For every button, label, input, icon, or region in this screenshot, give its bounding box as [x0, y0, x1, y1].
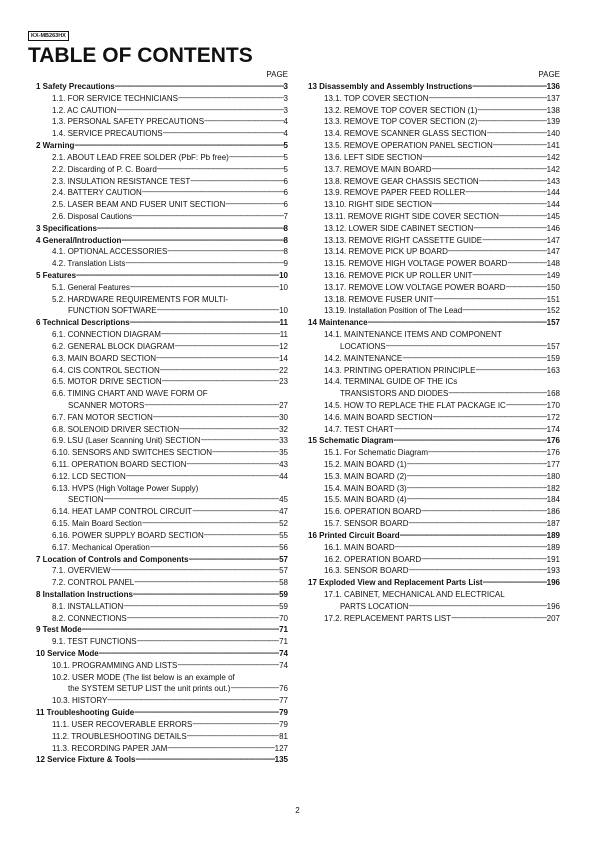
toc-entry-title: 2.6. Disposal Cautions — [52, 211, 133, 221]
toc-entry-page: 174 — [546, 424, 560, 434]
toc-entry-title: 13.18. REMOVE FUSER UNIT — [324, 294, 434, 304]
toc-entry-title: 13.6. LEFT SIDE SECTION — [324, 152, 423, 162]
toc-entry-page: 172 — [546, 412, 560, 422]
toc-entry-page: 44 — [279, 471, 288, 481]
toc-entry-title: 11.3. RECORDING PAPER JAM — [52, 743, 168, 753]
toc-entry-title: 12 Service Fixture & Tools — [36, 755, 136, 765]
toc-entry-title: 6.12. LCD SECTION — [52, 471, 126, 481]
toc-entry-page: 189 — [546, 542, 560, 552]
toc-entry[interactable] — [30, 471, 288, 483]
toc-right-column — [302, 69, 560, 624]
toc-entry-page: 35 — [279, 448, 288, 458]
toc-entry-page: 170 — [546, 400, 560, 410]
toc-entry-title: 2.5. LASER BEAM AND FUSER UNIT SECTION — [52, 200, 226, 210]
toc-entry-page: 147 — [546, 235, 560, 245]
toc-entry-title: 15.5. MAIN BOARD (4) — [324, 495, 407, 505]
toc-entry-title: 3 Specifications — [36, 223, 97, 233]
toc-entry-title: 14.5. HOW TO REPLACE THE FLAT PACKAGE IC — [324, 400, 506, 410]
toc-entries — [30, 81, 288, 766]
toc-entry-title: 6.15. Main Board Section — [52, 519, 142, 529]
toc-entry-page: 59 — [279, 601, 288, 611]
toc-entry-title: 7 Location of Controls and Components — [36, 554, 189, 564]
toc-entry-page: 55 — [279, 530, 288, 540]
toc-leader-dots — [475, 364, 546, 377]
toc-entry-page: 186 — [546, 507, 560, 517]
toc-entry-title: 8 Installation Instructions — [36, 589, 133, 599]
toc-entry-title: 15.6. OPERATION BOARD — [324, 507, 422, 517]
toc-entry-page: 144 — [546, 188, 560, 198]
toc-entry[interactable] — [30, 754, 288, 766]
toc-entry-page: 59 — [279, 589, 288, 599]
toc-entry-page: 152 — [546, 306, 560, 316]
toc-entry-page: 196 — [546, 601, 560, 611]
toc-entry-page: 4 — [283, 129, 288, 139]
toc-entry-title: 13.3. REMOVE TOP COVER SECTION (2) — [324, 117, 478, 127]
toc-entry-title: 2.3. INSULATION RESISTANCE TEST — [52, 176, 191, 186]
toc-entry-title: SCANNER MOTORS — [68, 400, 145, 410]
toc-entry-page: 135 — [274, 755, 288, 765]
toc-entry-page: 57 — [279, 554, 288, 564]
toc-entry-page: 11 — [279, 318, 288, 328]
toc-left-column — [30, 69, 288, 766]
toc-entry-title: 10.1. PROGRAMMING AND LISTS — [52, 660, 178, 670]
toc-entry-title: 5.1. General Features — [52, 282, 130, 292]
toc-entry-title: 15.7. SENSOR BOARD — [324, 519, 409, 529]
toc-entry-title: 6.4. CIS CONTROL SECTION — [52, 365, 160, 375]
toc-entry-page: 207 — [546, 613, 560, 623]
toc-entry-title: 13.10. RIGHT SIDE SECTION — [324, 200, 432, 210]
toc-entry-page: 33 — [279, 436, 288, 446]
toc-entry-page: 159 — [546, 353, 560, 363]
toc-entry-title: 10 Service Mode — [36, 649, 99, 658]
toc-entry-page: 71 — [279, 637, 288, 647]
toc-entry-page: 10 — [279, 306, 288, 316]
toc-entry-page: 141 — [546, 141, 560, 151]
toc-entry-title: 6.1. CONNECTION DIAGRAM — [52, 330, 161, 340]
toc-entry-page: 157 — [546, 341, 560, 351]
toc-entry-title: 14.2. MAINTENANCE — [324, 353, 403, 363]
toc-entry-page: 7 — [283, 211, 288, 221]
toc-entry-title: 13.15. REMOVE HIGH VOLTAGE POWER BOARD — [324, 259, 508, 269]
toc-entry-page: 3 — [283, 105, 288, 115]
toc-leader-dots — [126, 470, 279, 483]
toc-entry-title: SECTION — [68, 495, 104, 505]
toc-entry-page: 56 — [279, 542, 288, 552]
toc-entry-title: 13.1. TOP COVER SECTION — [324, 93, 429, 103]
toc-entry-page: 142 — [546, 152, 560, 162]
toc-entry-page: 143 — [546, 176, 560, 186]
toc-entry-page: 5 — [283, 152, 288, 162]
toc-entry-page: 43 — [279, 460, 288, 469]
toc-entry-page: 52 — [279, 519, 288, 529]
toc-entry-page: 79 — [279, 719, 288, 729]
toc-entry-page: 5 — [283, 164, 288, 174]
toc-entry-title: 1.1. FOR SERVICE TECHNICIANS — [52, 93, 178, 103]
toc-entry-title: 8.1. INSTALLATION — [52, 601, 124, 611]
page-column-header: PAGE — [538, 70, 560, 79]
toc-entry-title: 15.1. For Schematic Diagram — [324, 448, 429, 458]
toc-entry-title: 13.13. REMOVE RIGHT CASSETTE GUIDE — [324, 235, 483, 245]
toc-entry-page: 191 — [546, 554, 560, 564]
toc-entry-title: 7.2. CONTROL PANEL — [52, 578, 135, 588]
toc-entry-title: 14 Maintenance — [308, 318, 368, 328]
toc-entry-title: 13.8. REMOVE GEAR CHASSIS SECTION — [324, 176, 479, 186]
toc-entry-page: 23 — [279, 377, 288, 387]
toc-entry[interactable] — [302, 365, 560, 377]
toc-entry-title: 13.14. REMOVE PICK UP BOARD — [324, 247, 448, 257]
toc-entry-title: 14.6. MAIN BOARD SECTION — [324, 412, 433, 422]
toc-entry-page: 182 — [546, 483, 560, 493]
toc-entry-page: 136 — [546, 82, 560, 91]
toc-entry-page: 163 — [546, 365, 560, 375]
toc-entry-title: 17 Exploded View and Replacement Parts List — [308, 578, 483, 588]
model-number-tag: KX-MB263HX — [28, 31, 69, 41]
toc-entry-page: 79 — [279, 708, 288, 718]
toc-entry-page: 8 — [283, 223, 288, 233]
toc-entry-title: 6.8. SOLENOID DRIVER SECTION — [52, 424, 180, 434]
toc-entry-title: 4.1. OPTIONAL ACCESSORIES — [52, 247, 168, 257]
toc-entry-title: 16.2. OPERATION BOARD — [324, 554, 422, 564]
toc-leader-dots — [368, 316, 547, 329]
toc-leader-dots — [483, 576, 547, 589]
toc-entry-title: 1.2. AC CAUTION — [52, 105, 117, 115]
toc-entries — [302, 81, 560, 624]
toc-entry-title: 6 Technical Descriptions — [36, 318, 130, 328]
toc-entry-page: 6 — [283, 176, 288, 186]
toc-entry-page: 58 — [279, 578, 288, 588]
toc-entry-title: 7.1. OVERVIEW — [52, 566, 111, 576]
toc-entry-page: 184 — [546, 495, 560, 505]
toc-entry-page: 187 — [546, 519, 560, 529]
toc-entry-title: 6.2. GENERAL BLOCK DIAGRAM — [52, 341, 175, 351]
toc-entry-title: 6.17. Mechanical Operation — [52, 542, 150, 552]
page-number: 2 — [295, 806, 300, 815]
toc-entry-title: 10.3. HISTORY — [52, 696, 108, 706]
toc-leader-dots — [135, 753, 274, 766]
toc-entry-title: 11.2. TROUBLESHOOTING DETAILS — [52, 731, 187, 741]
toc-entry-page: 139 — [546, 117, 560, 127]
toc-entry-title: 15.3. MAIN BOARD (2) — [324, 471, 407, 481]
toc-entry-page: 145 — [546, 211, 560, 221]
toc-entry-page: 140 — [546, 129, 560, 139]
toc-entry-page: 137 — [546, 93, 560, 103]
toc-entry-page: 81 — [279, 731, 288, 741]
toc-entry-page: 76 — [279, 684, 288, 694]
toc-entry-title: 13 Disassembly and Assembly Instructions — [308, 82, 473, 91]
toc-entry-page: 127 — [274, 743, 288, 753]
toc-entry-page: 70 — [279, 613, 288, 623]
toc-entry-title: TRANSISTORS AND DIODES — [340, 389, 449, 399]
toc-entry-title: 6.13. HVPS (High Voltage Power Supply) — [52, 483, 199, 493]
toc-entry-title: the SYSTEM SETUP LIST the unit prints out.) — [68, 684, 231, 694]
toc-entry-page: 146 — [546, 223, 560, 233]
toc-entry-title: LOCATIONS — [340, 341, 386, 351]
toc-entry-title: 8.2. CONNECTIONS — [52, 613, 127, 623]
toc-entry-title: 13.12. LOWER SIDE CABINET SECTION — [324, 223, 474, 233]
toc-entry-page: 176 — [546, 436, 560, 446]
toc-entry-title: 17.1. CABINET, MECHANICAL AND ELECTRICAL — [324, 589, 505, 599]
toc-entry-title: 13.9. REMOVE PAPER FEED ROLLER — [324, 188, 466, 198]
toc-entry-page: 45 — [279, 495, 288, 505]
toc-entry-page: 189 — [546, 530, 560, 540]
toc-entry-page: 177 — [546, 460, 560, 469]
toc-entry-page: 14 — [279, 353, 288, 363]
toc-entry-title: 6.14. HEAT LAMP CONTROL CIRCUIT — [52, 507, 193, 517]
toc-entry-title: 2.2. Discarding of P. C. Board — [52, 164, 157, 174]
toc-entry-title: 17.2. REPLACEMENT PARTS LIST — [324, 613, 452, 623]
toc-entry-page: 71 — [279, 625, 288, 635]
toc-entry-title: 13.11. REMOVE RIGHT SIDE COVER SECTION — [324, 211, 499, 221]
toc-entry-title: 13.16. REMOVE PICK UP ROLLER UNIT — [324, 271, 473, 280]
toc-entry-title: 15.2. MAIN BOARD (1) — [324, 460, 407, 469]
toc-entry-title: 9 Test Mode — [36, 625, 82, 635]
toc-entry-title: 11.1. USER RECOVERABLE ERRORS — [52, 719, 193, 729]
toc-entry-page: 8 — [283, 235, 288, 245]
toc-entry[interactable] — [30, 660, 288, 672]
toc-entry-title: 14.7. TEST CHART — [324, 424, 394, 434]
toc-entry-title: 5 Features — [36, 271, 77, 280]
toc-entry-title: 15.4. MAIN BOARD (3) — [324, 483, 407, 493]
toc-entry-title: 6.7. FAN MOTOR SECTION — [52, 412, 153, 422]
toc-entry-title: 14.4. TERMINAL GUIDE OF THE ICs — [324, 377, 458, 387]
toc-entry-title: 6.11. OPERATION BOARD SECTION — [52, 460, 187, 469]
toc-entry-page: 157 — [546, 318, 560, 328]
toc-entry-page: 193 — [546, 566, 560, 576]
toc-entry-title: 10.2. USER MODE (The list below is an example of — [52, 672, 235, 682]
toc-entry-page: 148 — [546, 259, 560, 269]
toc-entry-page: 144 — [546, 200, 560, 210]
toc-entry-title: 11 Troubleshooting Guide — [36, 708, 135, 718]
toc-entry-title: FUNCTION SOFTWARE — [68, 306, 157, 316]
toc-entry-page: 4 — [283, 117, 288, 127]
toc-entry-title: 13.4. REMOVE SCANNER GLASS SECTION — [324, 129, 487, 139]
toc-leader-dots — [162, 375, 279, 388]
toc-entry-title: 13.5. REMOVE OPERATION PANEL SECTION — [324, 141, 493, 151]
toc-entry-title: 13.19. Installation Position of The Lead — [324, 306, 463, 316]
toc-entry-page: 57 — [279, 566, 288, 576]
toc-entry-page: 138 — [546, 105, 560, 115]
toc-entry-title: 1.3. PERSONAL SAFETY PRECAUTIONS — [52, 117, 205, 127]
toc-entry-title: 4 General/Introduction — [36, 235, 122, 245]
toc-entry-title: 9.1. TEST FUNCTIONS — [52, 637, 137, 647]
toc-entry-title: 5.2. HARDWARE REQUIREMENTS FOR MULTI- — [52, 294, 229, 304]
toc-entry-title: 13.17. REMOVE LOW VOLTAGE POWER BOARD — [324, 282, 506, 292]
toc-entry-page: 12 — [279, 341, 288, 351]
toc-entry-page: 10 — [279, 282, 288, 292]
toc-leader-dots — [130, 281, 279, 294]
toc-entry-title: 16.1. MAIN BOARD — [324, 542, 395, 552]
toc-entry-page: 77 — [279, 696, 288, 706]
toc-entry-page: 10 — [279, 271, 288, 280]
toc-entry-title: 6.3. MAIN BOARD SECTION — [52, 353, 157, 363]
toc-entry[interactable] — [302, 317, 560, 329]
page-column-header: PAGE — [266, 70, 288, 79]
toc-entry-page: 32 — [279, 424, 288, 434]
toc-entry-page: 147 — [546, 247, 560, 257]
toc-entry-page: 27 — [279, 400, 288, 410]
toc-entry[interactable] — [302, 613, 560, 625]
toc-entry-page: 8 — [283, 247, 288, 257]
toc-entry-title: 6.9. LSU (Laser Scanning Unit) SECTION — [52, 436, 201, 446]
toc-entry-title: 13.7. REMOVE MAIN BOARD — [324, 164, 432, 174]
toc-entry-title: 6.6. TIMING CHART AND WAVE FORM OF — [52, 389, 208, 399]
toc-entry-page: 3 — [283, 93, 288, 103]
toc-entry-title: 6.5. MOTOR DRIVE SECTION — [52, 377, 162, 387]
page-title: TABLE OF CONTENTS — [28, 44, 253, 67]
toc-entry-page: 196 — [546, 578, 560, 588]
toc-entry-page: 6 — [283, 200, 288, 210]
toc-entry-title: PARTS LOCATION — [340, 601, 409, 611]
toc-entry-title: 15 Schematic Diagram — [308, 436, 394, 446]
toc-entry-page: 74 — [279, 660, 288, 670]
toc-entry-title: 16.3. SENSOR BOARD — [324, 566, 409, 576]
toc-entry[interactable] — [30, 376, 288, 388]
toc-entry-title: 14.3. PRINTING OPERATION PRINCIPLE — [324, 365, 476, 375]
toc-entry-page: 3 — [283, 82, 288, 91]
toc-entry-page: 6 — [283, 188, 288, 198]
toc-entry-page: 168 — [546, 389, 560, 399]
toc-entry-title: 13.2. REMOVE TOP COVER SECTION (1) — [324, 105, 478, 115]
toc-entry-page: 47 — [279, 507, 288, 517]
toc-entry-page: 150 — [546, 282, 560, 292]
toc-leader-dots — [451, 612, 546, 625]
toc-entry-page: 30 — [279, 412, 288, 422]
toc-entry-page: 151 — [546, 294, 560, 304]
toc-entry-page: 11 — [279, 330, 288, 340]
toc-entry-page: 74 — [279, 649, 288, 658]
toc-entry-page: 22 — [279, 365, 288, 375]
toc-entry-title: 6.10. SENSORS AND SWITCHES SECTION — [52, 448, 213, 458]
toc-entry-page: 142 — [546, 164, 560, 174]
toc-entry-page: 180 — [546, 471, 560, 481]
toc-entry-title: 6.16. POWER SUPPLY BOARD SECTION — [52, 530, 204, 540]
toc-entry-title: 2 Warning — [36, 141, 75, 151]
toc-entry-page: 149 — [546, 271, 560, 280]
toc-entry[interactable] — [30, 282, 288, 294]
toc-entry-page: 5 — [283, 141, 288, 151]
toc-entry-page: 176 — [546, 448, 560, 458]
toc-entry-title: 4.2. Translation Lists — [52, 259, 126, 269]
toc-entry-title: 1.4. SERVICE PRECAUTIONS — [52, 129, 163, 139]
toc-entry-title: 14.1. MAINTENANCE ITEMS AND COMPONENT — [324, 330, 502, 340]
toc-entry-page: 9 — [283, 259, 288, 269]
toc-entry[interactable] — [302, 577, 560, 589]
toc-entry-title: 2.1. ABOUT LEAD FREE SOLDER (PbF: Pb free) — [52, 152, 229, 162]
toc-leader-dots — [177, 659, 279, 672]
toc-entry-title: 1 Safety Precautions — [36, 82, 115, 91]
toc-entry-title: 16 Printed Circuit Board — [308, 530, 400, 540]
toc-entry-title: 2.4. BATTERY CAUTION — [52, 188, 142, 198]
